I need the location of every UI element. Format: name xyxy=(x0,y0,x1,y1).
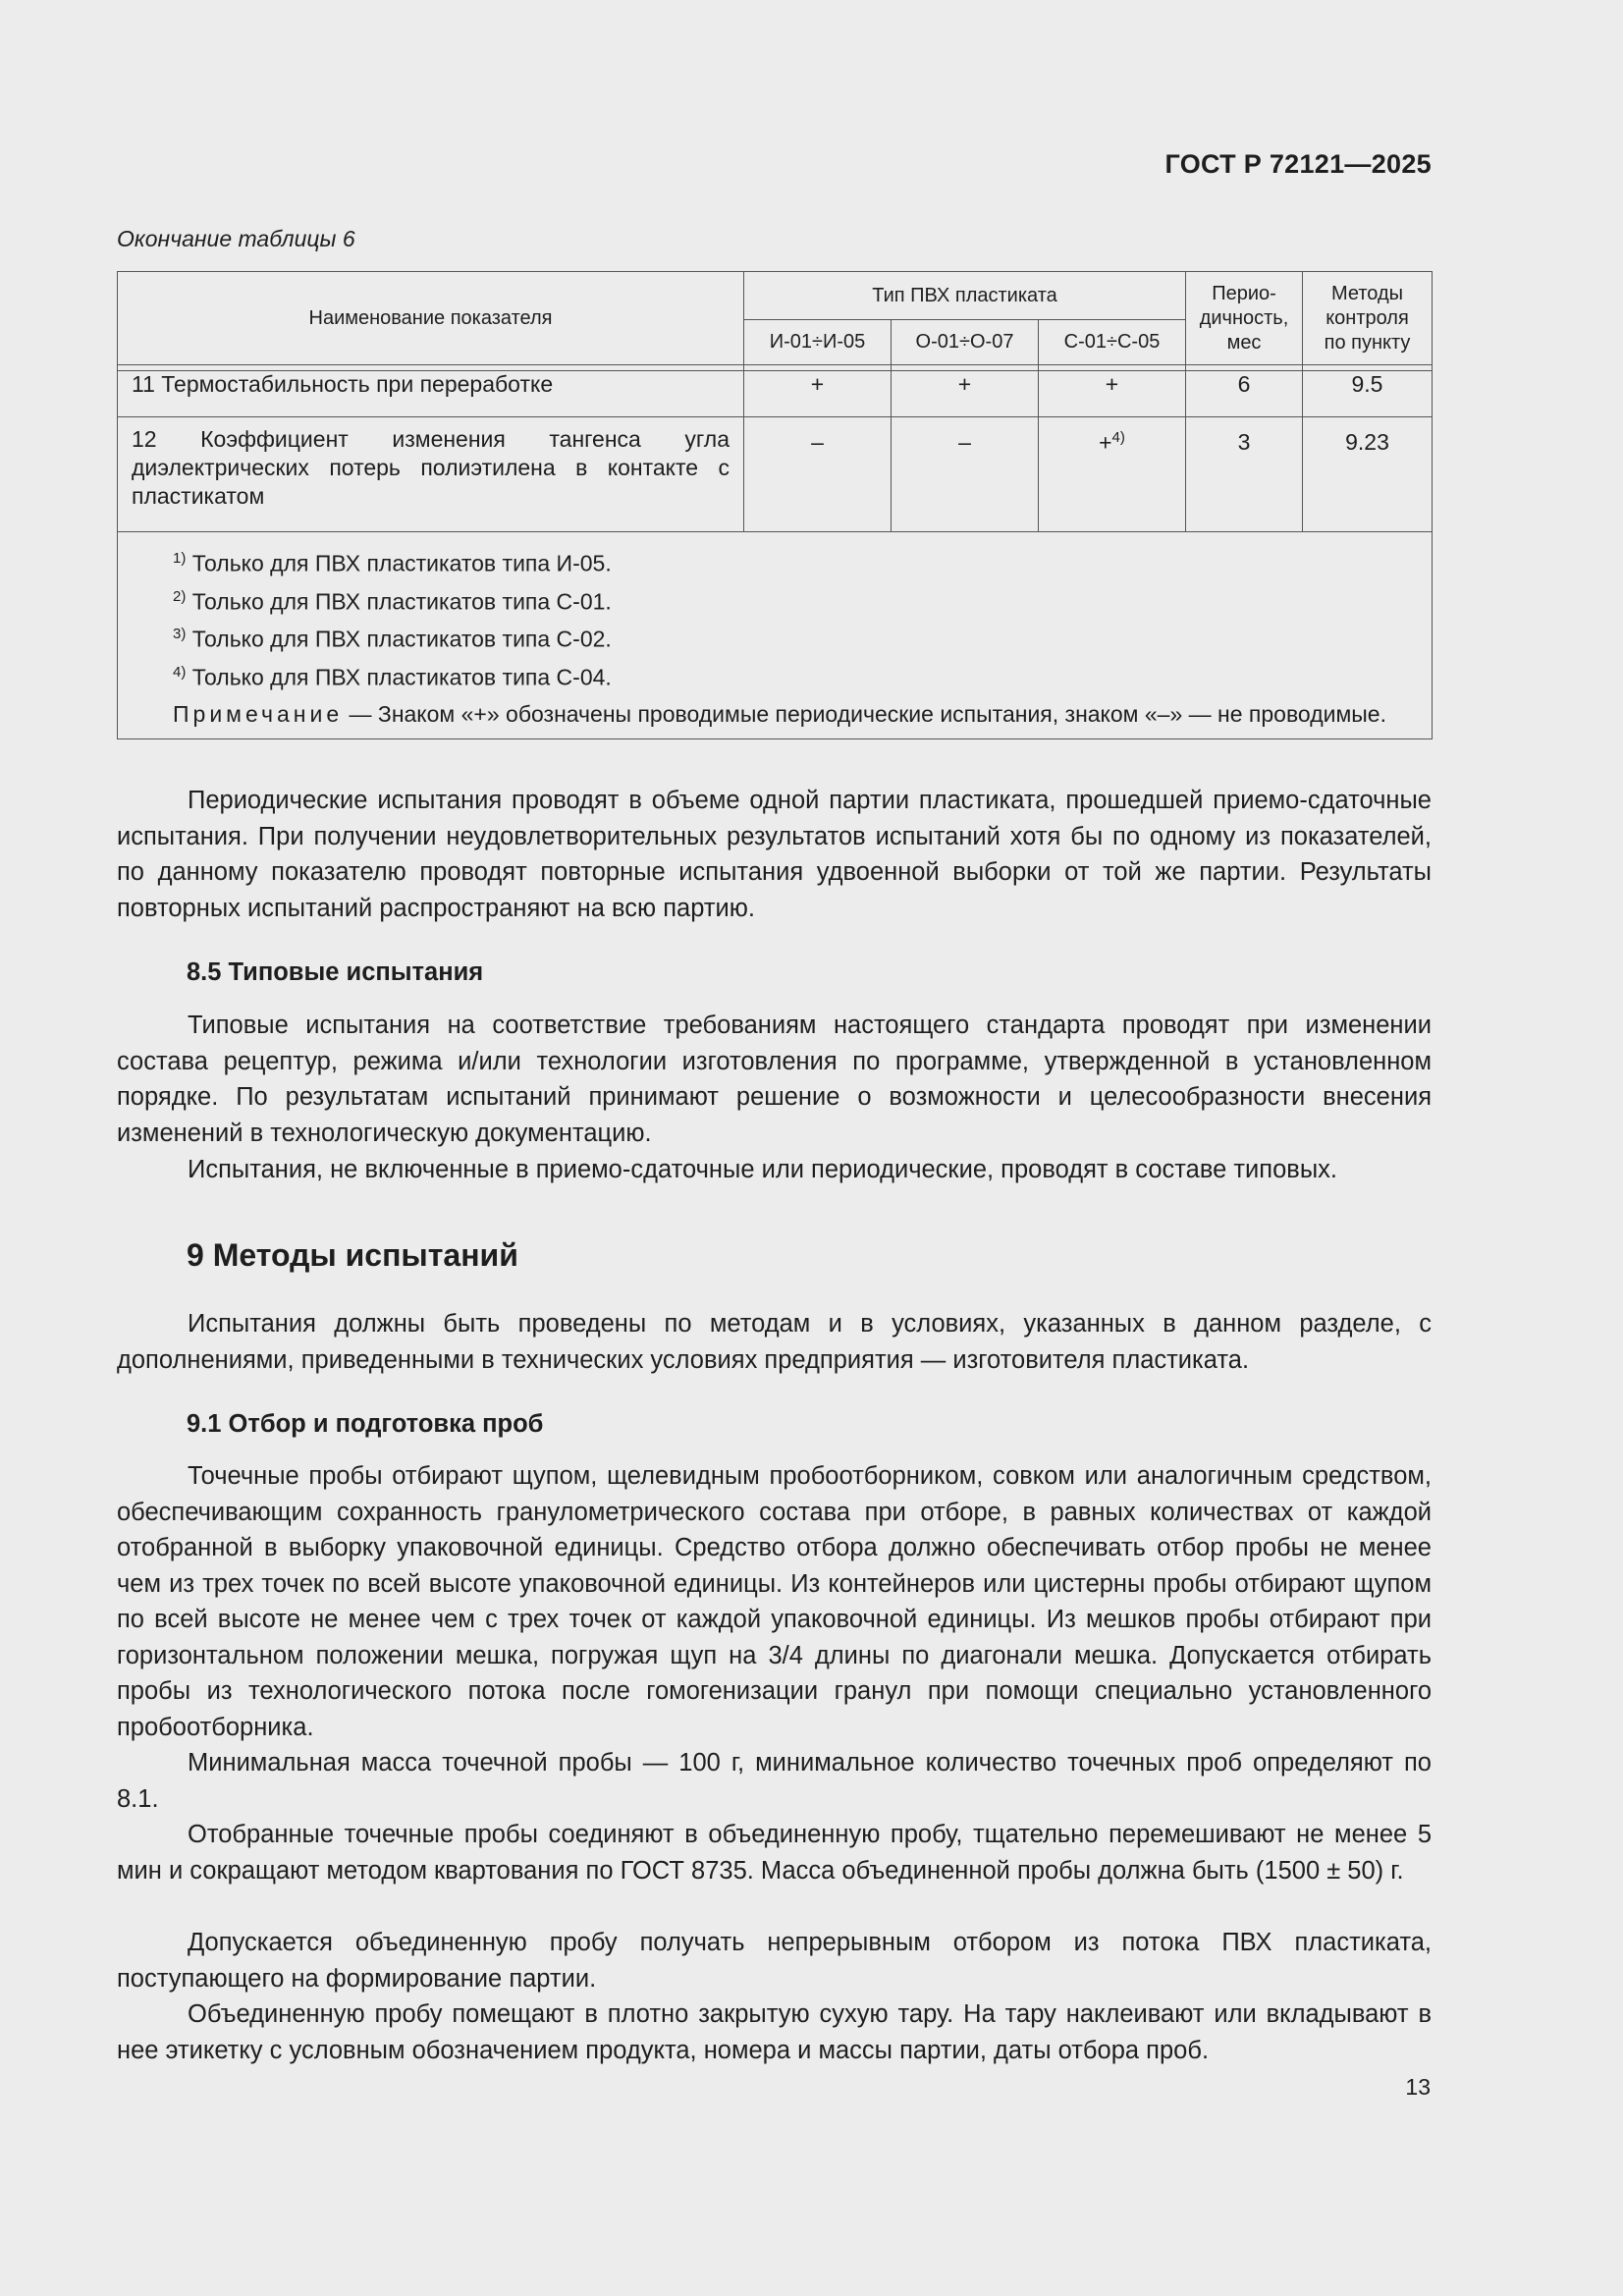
row-value-s: + xyxy=(1039,371,1186,417)
paragraph: Периодические испытания проводят в объеме одной партии пластиката, прошедшей приемо-сдаточные испытания. При получении неудовлетворительных результатов испытаний хотя бы по одному из показателей, по данному показателю проводят повторные испытания удвоенной выборки от той же партии. Результаты повторных испытаний распространяют на всю партию. xyxy=(117,787,1432,922)
paragraph: Минимальная масса точечной пробы — 100 г, минимальное количество точечных проб определяют по 8.1. xyxy=(117,1749,1432,1813)
row-value-s-text: + xyxy=(1099,429,1112,456)
footnote-ref: 4) xyxy=(1111,429,1125,446)
row-value-i: – xyxy=(744,417,892,532)
row-value-i: + xyxy=(744,371,892,417)
page-number: 13 xyxy=(1405,2074,1431,2100)
header-method-line-3: по пункту xyxy=(1324,331,1411,354)
footnote-text: Только для ПВХ пластикатов типа С-01. xyxy=(191,588,612,615)
header-pvc-type: Тип ПВХ пластиката xyxy=(744,272,1186,320)
footnote-text: Только для ПВХ пластикатов типа С-04. xyxy=(191,664,612,690)
header-type-i: И-01÷И-05 xyxy=(744,320,892,365)
header-type-o: О-01÷О-07 xyxy=(892,320,1039,365)
footnote-mark: 4) xyxy=(173,663,187,681)
header-periodicity xyxy=(1186,272,1303,365)
row-value-o: – xyxy=(892,417,1039,532)
table-row xyxy=(118,417,1433,532)
row-value-o: + xyxy=(892,371,1039,417)
paragraph: Испытания, не включенные в приемо-сдаточные или периодические, проводят в составе типовых. xyxy=(188,1156,1337,1183)
header-periodicity-line-1: Перио- xyxy=(1212,282,1276,304)
header-type-s: С-01÷С-05 xyxy=(1039,320,1186,365)
row-periodicity: 3 xyxy=(1186,417,1303,532)
table-row xyxy=(118,371,1433,417)
header-periodicity-line-2: дичность, xyxy=(1199,306,1289,329)
paragraph: Отобранные точечные пробы соединяют в объединенную пробу, тщательно перемешивают не менее 5 мин и сокращают методом квартования по ГОСТ 8735. Масса объединенной пробы должна быть (1500 ± 50) г. xyxy=(117,1821,1432,1885)
row-periodicity: 6 xyxy=(1186,371,1303,417)
paragraph: Типовые испытания на соответствие требованиям настоящего стандарта проводят при изменении состава рецептур, режима и/или технологии изготовления по программе, утвержденной в установленном порядке. По результатам испытаний принимают решение о возможности и целесообразности внесения изменений в технологическую документацию. xyxy=(117,1011,1432,1147)
table-6 xyxy=(117,271,1433,739)
row-value-s xyxy=(1039,417,1186,532)
footnote xyxy=(173,580,1416,619)
footnote xyxy=(173,542,1416,580)
footnote xyxy=(173,618,1416,656)
note-label: Примечание xyxy=(173,700,344,727)
section-heading-9-1: 9.1 Отбор и подготовка проб xyxy=(187,1410,544,1438)
row-method: 9.5 xyxy=(1303,371,1433,417)
footnote xyxy=(173,656,1416,694)
paragraph: Точечные пробы отбирают щупом, щелевидным пробоотборником, совком или аналогичным средством, обеспечивающим сохранность гранулометрического состава при отборе, в равных количествах от каждой отобранной в выборку упаковочной единицы. Средство отбора должно обеспечивать отбор пробы не менее чем из трех точек по всей высоте упаковочной единицы. Из контейнеров или цистерны пробы отбирают щупом по всей высоте не менее чем с трех точек от каждой упаковочной единицы. Из мешков пробы отбирают при горизонтальном положении мешка, погружая щуп на 3/4 длины по диагонали мешка. Допускается отбирать пробы из технологического потока после гомогенизации гранул при помощи специально установленного пробоотборника. xyxy=(117,1462,1432,1741)
paragraph: Объединенную пробу помещают в плотно закрытую сухую тару. На тару наклеивают или вкладывают в нее этикетку с условным обозначением продукта, номера и массы партии, даты отбора проб. xyxy=(117,2000,1432,2064)
note-text: — Знаком «+» обозначены проводимые периодические испытания, знаком «–» — не проводимые. xyxy=(343,700,1386,727)
header-control-method xyxy=(1303,272,1433,365)
footnote-mark: 2) xyxy=(173,587,187,605)
document-header-title: ГОСТ Р 72121—2025 xyxy=(1164,149,1432,179)
header-indicator-name: Наименование показателя xyxy=(118,272,744,365)
row-name: 11 Термостабильность при переработке xyxy=(118,371,744,417)
row-method: 9.23 xyxy=(1303,417,1433,532)
paragraph: Допускается объединенную пробу получать непрерывным отбором из потока ПВХ пластиката, поступающего на формирование партии. xyxy=(117,1929,1432,1993)
footnote-text: Только для ПВХ пластикатов типа И-05. xyxy=(191,550,612,576)
row-name: 12 Коэффициент изменения тангенса угла диэлектрических потерь полиэтилена в контакте с пластикатом xyxy=(118,417,744,532)
footnote-mark: 1) xyxy=(173,550,187,567)
header-method-line-2: контроля xyxy=(1325,306,1409,329)
footnote-mark: 3) xyxy=(173,626,187,643)
table-caption: Окончание таблицы 6 xyxy=(117,226,355,251)
footnote-text: Только для ПВХ пластикатов типа С-02. xyxy=(191,626,612,652)
section-heading-8-5: 8.5 Типовые испытания xyxy=(187,958,484,986)
header-periodicity-line-3: мес xyxy=(1226,331,1262,354)
header-method-line-1: Методы xyxy=(1330,282,1403,304)
paragraph: Испытания должны быть проведены по методам и в условиях, указанных в данном разделе, с дополнениями, приведенными в технических условиях предприятия — изготовителя пластиката. xyxy=(117,1310,1432,1374)
table-footnotes xyxy=(118,532,1433,739)
table-note xyxy=(173,700,1416,729)
section-heading-9: 9 Методы испытаний xyxy=(187,1237,518,1273)
